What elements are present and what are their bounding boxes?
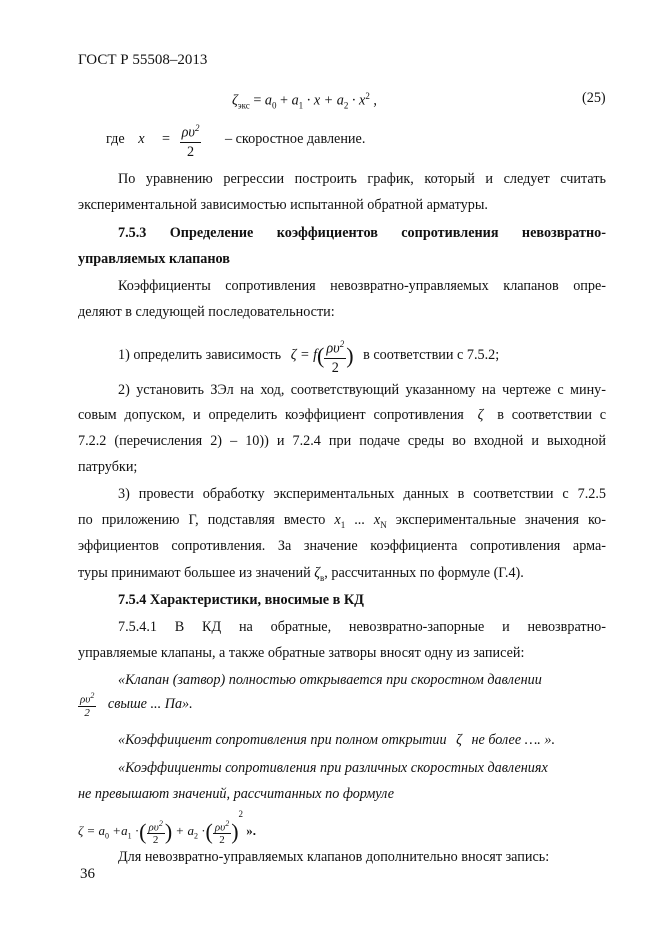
- paragraph: Для невозвратно-управляемых клапанов дополнительно вносят запись:: [118, 849, 550, 865]
- list-item: патрубки;: [78, 459, 138, 475]
- quote: не превышают значений, рассчитанных по формуле: [78, 786, 395, 802]
- section-heading: управляемых клапанов: [78, 251, 230, 267]
- section-heading: 7.5.3 Определение коэффициентов сопротивления невозвратно-: [118, 225, 606, 241]
- list-item: 3) провести обработку экспериментальных данных в соответствии с 7.2.5: [118, 486, 606, 502]
- where-definition: где x = $\frac{\rho\upsilon^2}{2}$ – скоростное давление.: [78, 119, 606, 159]
- quote: «Коэффициент сопротивления при полном открытии ζ не более …. ».: [118, 732, 556, 748]
- document-header: ГОСТ Р 55508–2013: [78, 52, 208, 68]
- paragraph: экспериментальной зависимостью испытанной обратной арматуры.: [78, 197, 488, 213]
- paragraph: управляемые клапаны, а также обратные затворы вносят одну из записей:: [78, 645, 525, 661]
- list-item: 1) определить зависимость ζ = f( $\frac{\rho\upsilon^2}{2}$ ) в соответствии с 7.5.2;: [118, 335, 606, 375]
- list-item: совым допуском, и определить коэффициент сопротивления ζ в соответствии с: [78, 407, 607, 423]
- paragraph: По уравнению регрессии построить график, который и следует считать: [118, 171, 606, 187]
- fraction: $\frac{\rho\upsilon^2}{2}$: [180, 119, 202, 161]
- quote: «Клапан (затвор) полностью открывается при скоростном давлении: [118, 672, 542, 688]
- formula: $\zeta = a_0 +a_1$ ·( $\frac{\rho\upsilon^2}{2}$ ) + $a_2$ ·( $\frac{\rho\upsilon^2}{2}$ )$^2$ ».: [78, 809, 257, 847]
- list-item: 2) установить ЗЭл на ход, соответствующий указанному на чертеже с мину-: [118, 382, 606, 398]
- paragraph: 7.5.4.1 В КД на обратные, невозвратно-запорные и невозвратно-: [118, 619, 606, 635]
- equation-25: $\zeta_{экс} = a_0 + a_1 \cdot x + a_2 \cdot x^2$ ,: [232, 91, 377, 111]
- list-item: 7.2.2 (перечисления 2) – 10)) и 7.2.4 при подаче среды во входной и выходной: [78, 433, 606, 449]
- equation-number: (25): [582, 90, 606, 106]
- quote: $\frac{\rho\upsilon^2}{2}$ свыше ... Па».: [80, 691, 193, 719]
- list-item: по приложению Г, подставляя вместо $x_1$ ... $x_N$ экспериментальные значения ко-: [78, 512, 606, 530]
- page-number: 36: [80, 866, 95, 882]
- list-item: туры принимают большее из значений $\zeta_в$, рассчитанных по формуле (Г.4).: [78, 565, 524, 583]
- paragraph: Коэффициенты сопротивления невозвратно-управляемых клапанов опре-: [118, 278, 606, 294]
- quote: «Коэффициенты сопротивления при различных скоростных давлениях: [118, 760, 548, 776]
- section-heading: 7.5.4 Характеристики, вносимые в КД: [118, 592, 364, 608]
- list-item: эффициентов сопротивления. За значение коэффициента сопротивления арма-: [78, 538, 606, 554]
- paragraph: деляют в следующей последовательности:: [78, 304, 335, 320]
